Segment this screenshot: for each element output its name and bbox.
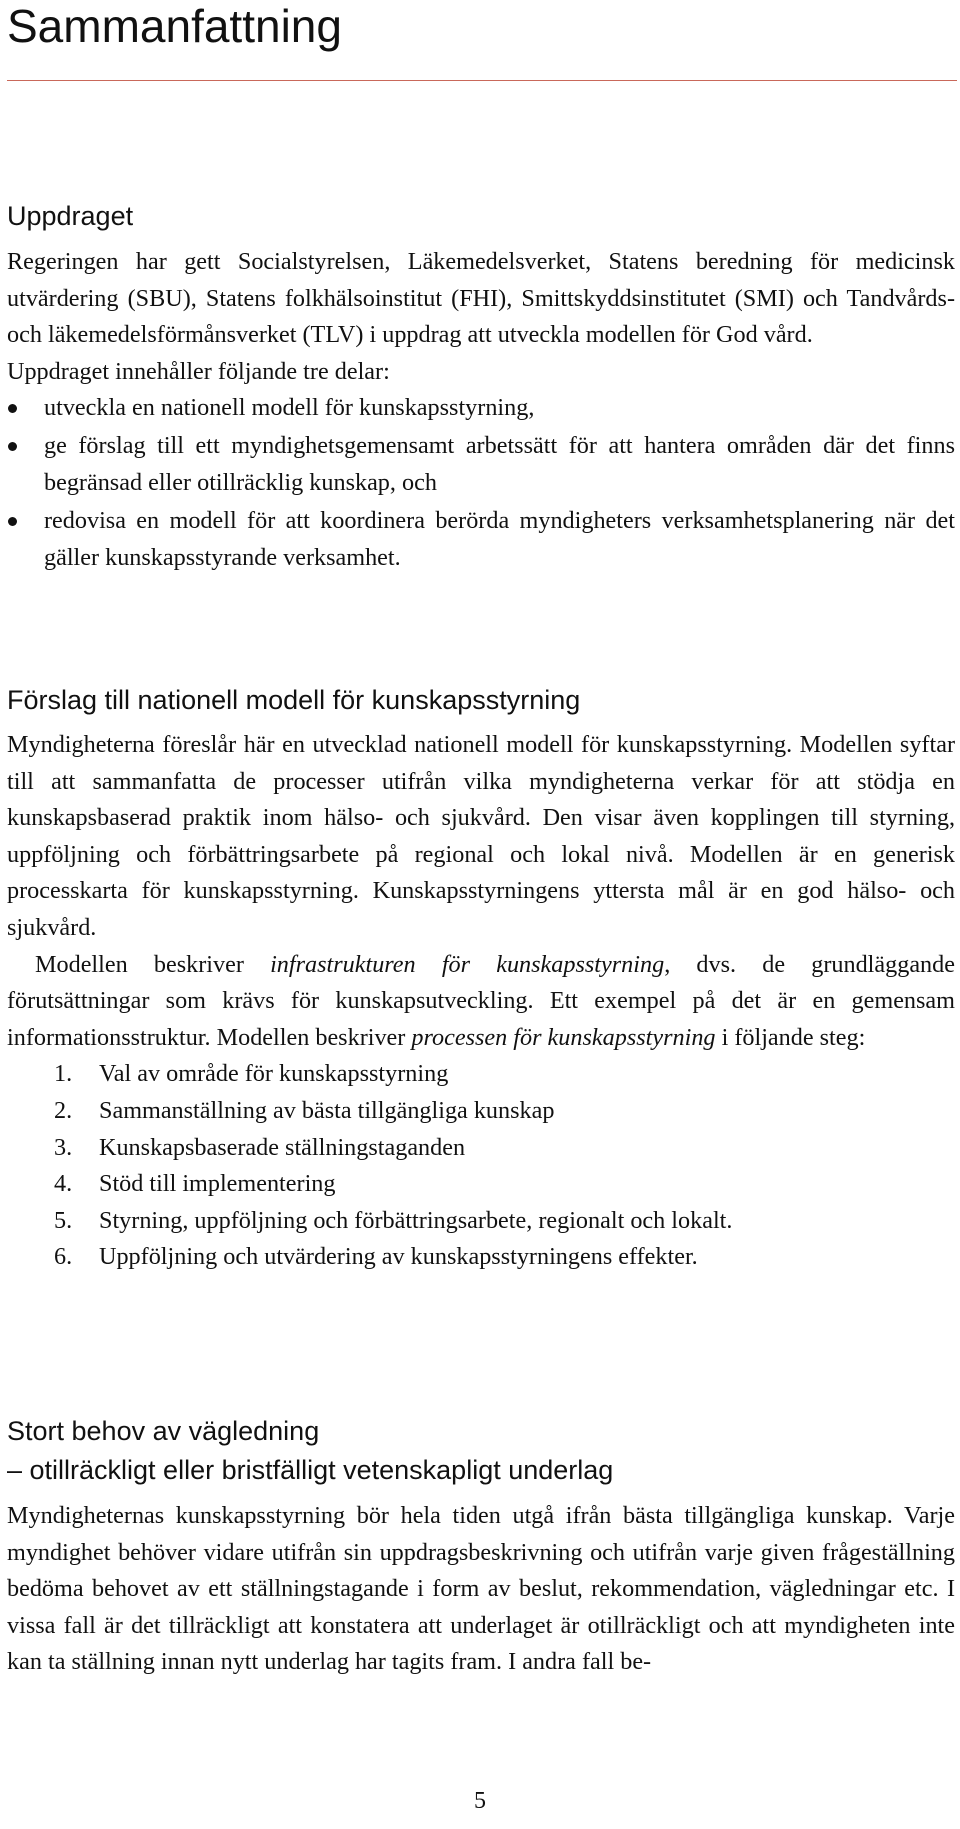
page-title: Sammanfattning [7, 0, 342, 52]
list-item [7, 1130, 955, 1167]
list-item [7, 1093, 955, 1130]
list-number: 4. [54, 1170, 73, 1198]
paragraph: Regeringen har gett Socialstyrelsen, Läkemedelsverket, Statens beredning för medicinsk utvärdering (SBU), Statens folkhälsoinstitut (FHI), Smittskyddsinstitutet (SMI) och Tandvårds- och läkemedelsförmånsverket (TLV) i uppdrag att utveckla modellen för God vård. [7, 248, 955, 349]
list-item-text: Stöd till implementering [99, 1170, 336, 1198]
list-number: 6. [54, 1243, 73, 1271]
paragraph: Uppdraget innehåller följande tre delar: [7, 357, 390, 385]
list-item [7, 428, 955, 501]
text-run: Modellen beskriver [35, 950, 271, 978]
section-heading-forslag: Förslag till nationell modell för kunskapsstyrning [7, 685, 581, 715]
paragraph: Myndigheternas kunskapsstyrning bör hela tiden utgå ifrån bästa tillgängliga kunskap. Varje myndighet behöver vidare utifrån sin uppdragsbeskrivning och utifrån varje given frågeställning bedöma behovet av ett ställningstagande i form av beslut, rekommendation, vägledningar etc. I vissa fall är det tillräckligt att konstatera att underlaget är otillräckligt och att myndigheten inte kan ta ställning innan nytt underlag har tagits fram. I andra fall be- [7, 1502, 955, 1676]
list-item [7, 1239, 955, 1276]
list-item-text: utveckla en nationell modell för kunskapsstyrning, [44, 394, 535, 422]
list-item [7, 503, 955, 576]
bullet-icon [8, 517, 17, 526]
list-item-text: redovisa en modell för att koordinera berörda myndigheters verksamhetsplanering när det gäller kunskapsstyrande verksamhet. [44, 507, 955, 571]
paragraph [7, 947, 955, 1057]
bullet-icon [8, 442, 17, 451]
list-item-text: Kunskapsbaserade ställningstaganden [99, 1133, 466, 1161]
list-number: 3. [54, 1133, 73, 1161]
paragraph: Myndigheterna föreslår här en utvecklad nationell modell för kunskapsstyrning. Modellen syftar till att sammanfatta de processer utifrån vilka myndigheterna verkar för att stödja en kunskapsbaserad praktik inom hälso- och sjukvård. Den visar även kopplingen till styrning, uppföljning och förbättringsarbete på regional och lokal nivå. Modellen är en generisk processkarta för kunskapsstyrning. Kunskapsstyrningens yttersta mål är en god hälso- och sjukvård. [7, 731, 955, 941]
page-number: 5 [474, 1788, 486, 1814]
list-number: 5. [54, 1206, 73, 1234]
bullet-icon [8, 404, 17, 413]
list-item-text: ge förslag till ett myndighetsgemensamt arbetssätt för att hantera områden där det finns begränsad eller otillräcklig kunskap, och [44, 432, 955, 497]
list-item [7, 390, 955, 427]
list-item [7, 1056, 955, 1093]
section-uppdraget-body [7, 244, 955, 578]
text-run: i följande steg: [715, 1023, 866, 1051]
section-stort-behov-body [7, 1498, 955, 1681]
numbered-list [7, 1056, 955, 1276]
section-heading-stort-behov: Stort behov av vägledning [7, 1416, 320, 1446]
list-item-text: Uppföljning och utvärdering av kunskapsstyrningens effekter. [99, 1243, 698, 1271]
list-number: 1. [54, 1060, 73, 1088]
list-number: 2. [54, 1096, 73, 1124]
list-item-text: Styrning, uppföljning och förbättringsarbete, regionalt och lokalt. [99, 1206, 733, 1234]
section-forslag-body [7, 727, 955, 1276]
list-item [7, 1166, 955, 1203]
section-subheading: – otillräckligt eller bristfälligt vetenskapligt underlag [7, 1455, 614, 1485]
list-item-text: Sammanställning av bästa tillgängliga kunskap [99, 1096, 555, 1124]
text-run: , dvs. de grundläggande förutsättningar som krävs för kunskapsutveckling. Ett exempel på det är en gemensam informationsstruktur. Modellen beskriver [7, 950, 955, 1051]
title-divider [7, 80, 957, 81]
list-item-text: Val av område för kunskapsstyrning [99, 1060, 449, 1088]
emphasis-text: processen för kunskapsstyrning [411, 1023, 716, 1051]
list-item [7, 1203, 955, 1240]
section-heading-uppdraget: Uppdraget [7, 201, 134, 231]
bullet-list [7, 390, 955, 576]
emphasis-text: infrastrukturen för kunskapsstyrning [270, 950, 665, 978]
